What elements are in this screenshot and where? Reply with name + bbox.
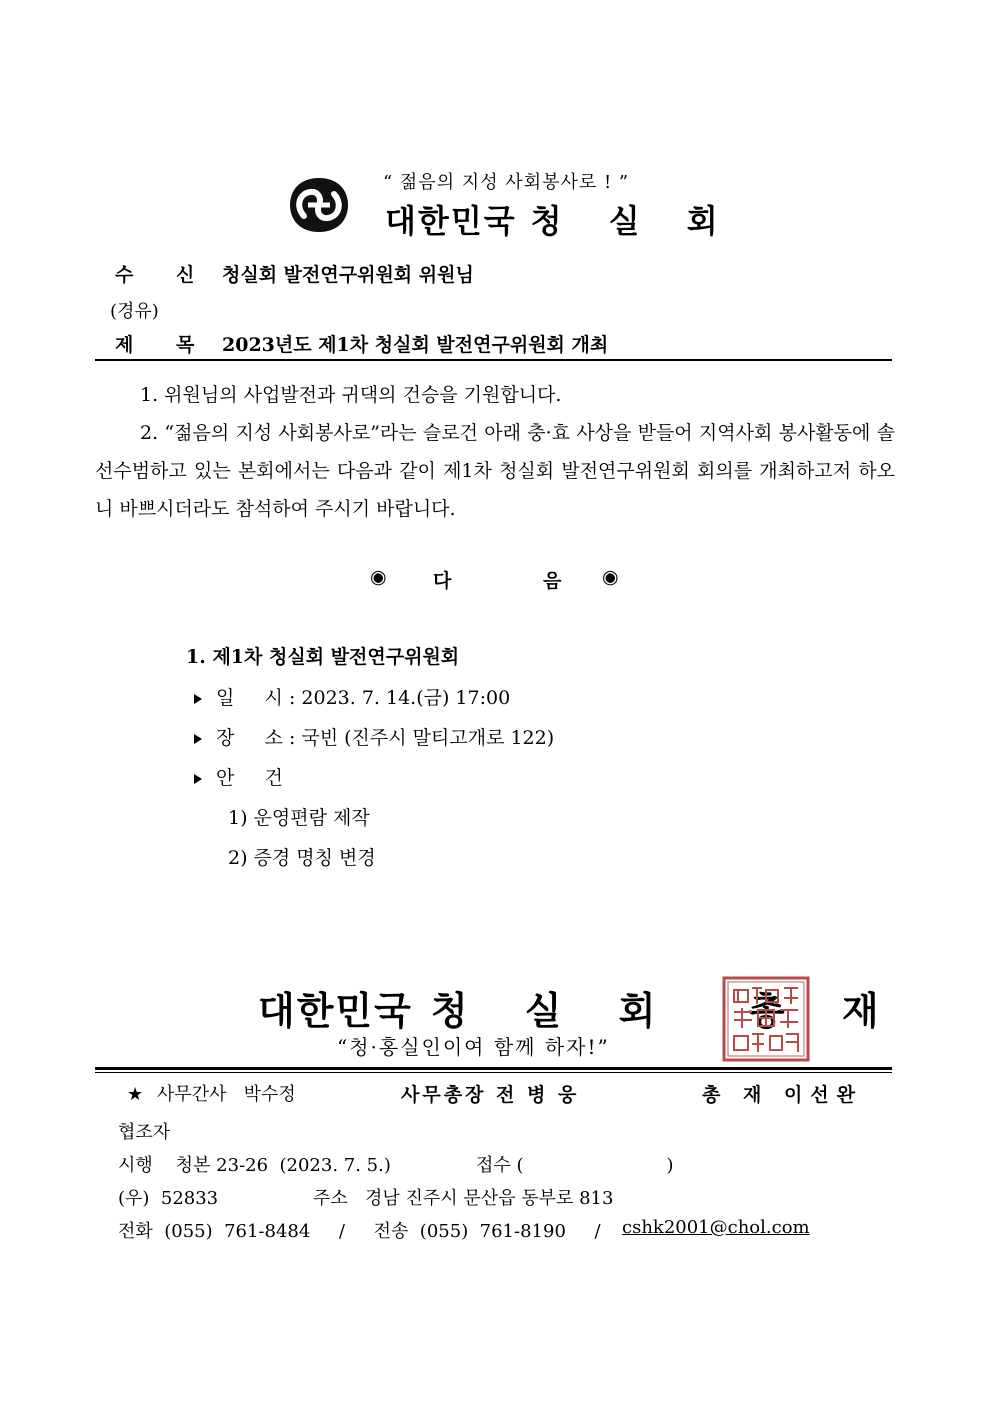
notice-left-mark: ◉ [370,566,387,588]
notice-right-mark: ◉ [602,566,619,588]
agenda-subitem-2: 2) 증경 명칭 변경 [228,847,376,869]
agenda-item-label: 안 건 [216,767,283,789]
recipient-value: 청실회 발전연구위원회 위원님 [222,264,474,286]
star-icon: ★ [127,1084,144,1105]
triangle-bullet-icon [194,734,202,744]
president-signature: 총 재 이선완 [702,1084,863,1106]
cooperator-label: 협조자 [118,1122,171,1143]
notice-title-b: 음 [543,570,562,592]
address: 주소 경남 진주시 문산읍 동부로 813 [313,1188,614,1209]
paragraph-1: 1. 위원님의 사업발전과 귀댁의 건승을 기원합니다. [140,384,562,406]
footer-divider-thick [95,1067,892,1070]
subject-label: 제 목 [115,334,213,356]
footer-org-main: 청 실 회 총 재 [430,988,901,1033]
footer-divider-thin [95,1072,892,1073]
recipient-label: 수 신 [115,264,213,286]
agenda-item-label: 일 시 [216,687,283,709]
official-seal-stamp [722,976,810,1062]
notice-title-a: 다 [433,570,452,592]
subject-value: 2023년도 제1차 청실회 발전연구위원회 개최 [222,334,609,356]
via-label: (경유) [110,301,159,322]
organization-logo-icon [286,174,352,236]
postal-code: (우) 52833 [118,1188,219,1209]
agenda-item-date [194,683,510,710]
signature-row [127,1080,296,1106]
agenda-item-topics [194,763,283,790]
phone-fax: 전화 (055) 761-8484 / 전송 (055) 761-8190 / [118,1221,601,1242]
agenda-item-value: : 국빈 (진주시 말티고개로 122) [288,727,555,749]
email-address[interactable]: cshk2001@chol.com [622,1217,810,1238]
agenda-item-place [194,723,554,750]
enforcement-info: 시행 청본 23-26 (2023. 7. 5.) [118,1155,391,1176]
email-link[interactable] [622,1217,810,1238]
motto: “ 젊음의 지성 사회봉사로 ! ” [383,172,630,193]
assistant-signature: 사무간사 박수정 [156,1084,296,1105]
agenda-item-value: : 2023. 7. 14.(금) 17:00 [288,687,511,709]
footer-slogan: “청·홍실인이여 함께 하자!” [337,1035,610,1059]
org-main-name: 청 실 회 [530,202,736,240]
header-divider [95,359,892,361]
agenda-heading: 1. 제1차 청실회 발전연구위원회 [186,646,460,668]
paragraph-2: 2. “젊음의 지성 사회봉사로”라는 슬로건 아래 충·효 사상을 받들어 지역사회 봉사활동에 솔선수범하고 있는 본회에서는 다음과 같이 제1차 청실회 발전연구위원회 회의를 개최하고저 하오니 바쁘시더라도 참석하여 주시기 바랍니다. [95,422,895,520]
footer-org-prefix: 대한민국 [258,988,413,1033]
org-prefix: 대한민국 [385,202,517,240]
agenda-item-label: 장 소 [216,727,283,749]
agenda-subitem-1: 1) 운영편람 제작 [228,807,370,829]
triangle-bullet-icon [194,694,202,704]
secretary-general-signature: 사무총장 전 병 웅 [401,1084,580,1106]
triangle-bullet-icon [194,774,202,784]
organization-name [385,196,736,242]
receipt-info: 접수 ( ) [476,1155,674,1176]
